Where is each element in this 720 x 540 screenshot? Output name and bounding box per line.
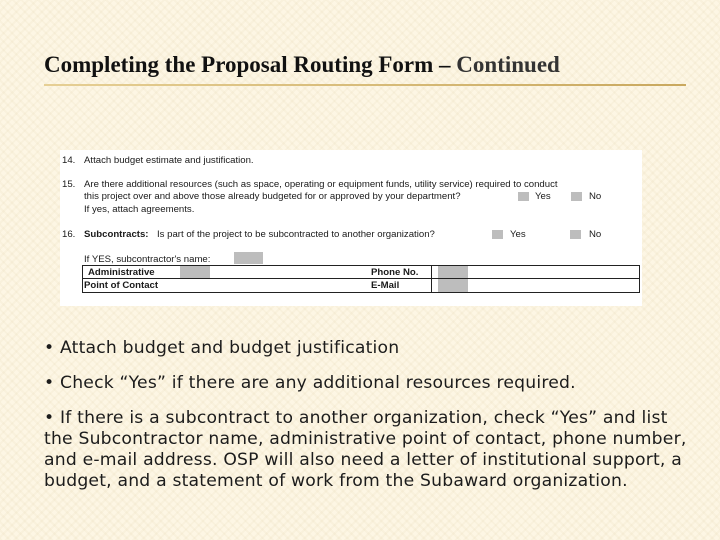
q15-line-1: Are there additional resources (such as space, operating or equipment funds, utility service) required to conduct [84, 179, 558, 190]
bullet-item: • Check “Yes” if there are any additional resources required. [44, 373, 576, 393]
q16-yes-label: Yes [510, 229, 526, 240]
bullet-item: • If there is a subcontract to another organization, check “Yes” and list the Subcontractor name, administrative point of contact, phone number, and e-mail address. OSP will also need a letter of institutional support, a budget, and a statement of work from the Subaward organization. [44, 408, 687, 491]
bullet-list [44, 338, 694, 506]
q16-no-label: No [589, 229, 602, 240]
q15-number: 15. [62, 179, 76, 190]
administrative-label: Administrative [88, 267, 155, 278]
q15-no-label: No [589, 191, 602, 202]
bullet-item: • Attach budget and budget justification [44, 338, 400, 358]
title-main: Completing the Proposal Routing Form [44, 52, 434, 77]
q16-label: Subcontracts: [84, 229, 149, 240]
point-of-contact-label: Point of Contact [84, 280, 159, 291]
title-separator: – [433, 52, 457, 77]
table-middle-border [82, 278, 640, 279]
subcontractor-name-label: If YES, subcontractor's name: [84, 254, 211, 265]
routing-form-screenshot [60, 150, 642, 306]
q14-text: Attach budget estimate and justification. [84, 155, 254, 166]
table-left-border [82, 265, 83, 293]
email-field[interactable] [438, 279, 468, 292]
table-right-border [639, 265, 640, 293]
slide-title [44, 52, 684, 78]
administrative-field[interactable] [180, 266, 210, 278]
email-label: E-Mail [371, 280, 400, 291]
table-column-divider [431, 265, 432, 293]
q15-line-2: this project over and above those already budgeted for or approved by your department? [84, 191, 461, 202]
q15-yes-label: Yes [535, 191, 551, 202]
q15-line-3: If yes, attach agreements. [84, 204, 195, 215]
q14-number: 14. [62, 155, 76, 166]
q15-no-checkbox[interactable] [571, 192, 582, 201]
subcontractor-name-field[interactable] [234, 252, 263, 264]
table-top-border [82, 265, 640, 266]
q16-question: Is part of the project to be subcontracted to another organization? [157, 229, 435, 240]
q15-yes-checkbox[interactable] [518, 192, 529, 201]
q16-number: 16. [62, 229, 76, 240]
phone-field[interactable] [438, 266, 468, 278]
table-bottom-border [82, 292, 640, 293]
q16-yes-checkbox[interactable] [492, 230, 503, 239]
q16-no-checkbox[interactable] [570, 230, 581, 239]
title-continued: Continued [456, 52, 560, 77]
phone-label: Phone No. [371, 267, 419, 278]
title-underline [44, 84, 686, 86]
